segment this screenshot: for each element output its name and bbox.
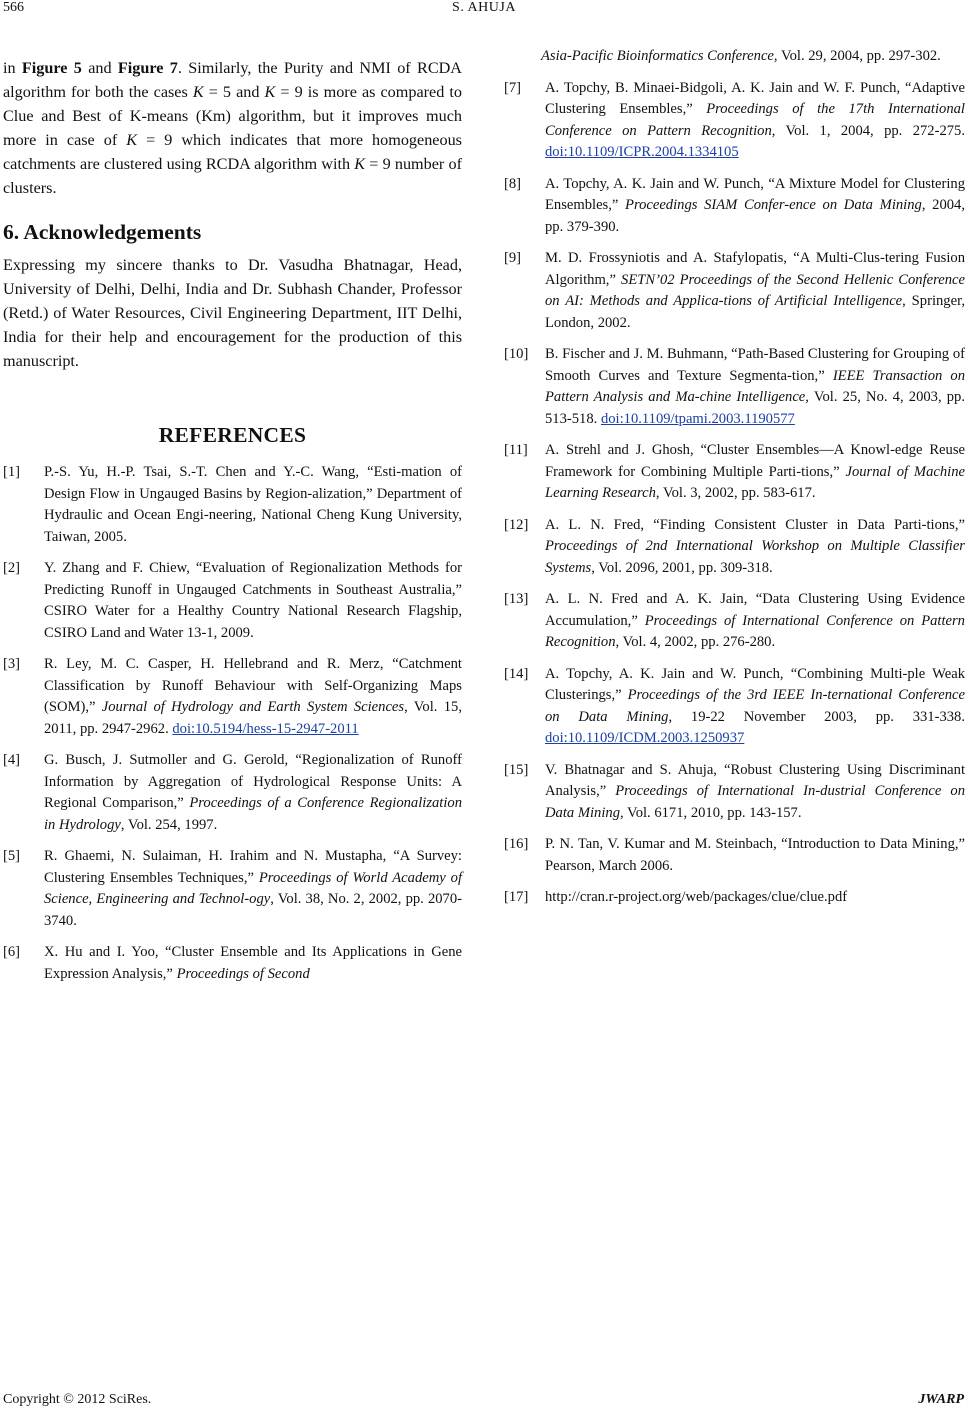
section-heading: 6. Acknowledgements (3, 220, 202, 244)
reference-number: [4] (3, 752, 21, 768)
reference-text: V. Bhatnagar and S. Ahuja, “Robust Clustering Using Discriminant Analysis,” Proceedings of International In-dustrial Conference on Data Mining, Vol. 6171, 2010, pp. 143-157. (545, 761, 965, 821)
reference-item (3, 846, 462, 932)
doi-link[interactable]: doi:10.1109/tpami.2003.1190577 (600, 410, 795, 427)
reference-list (504, 78, 965, 909)
reference-item (504, 78, 965, 164)
left-column (3, 56, 462, 995)
reference-text: A. Topchy, A. K. Jain and W. Punch, “A Mixture Model for Clustering Ensembles,” Proceedings SIAM Confer-ence on Data Mining, 2004, pp. 379-390. (545, 175, 965, 235)
reference-item (504, 760, 965, 825)
reference-text: A. L. N. Fred and A. K. Jain, “Data Clustering Using Evidence Accumulation,” Proceedings of International Conference on Pattern Recognition, Vol. 4, 2002, pp. 276-280. (545, 591, 965, 650)
reference-text: http://cran.r-project.org/web/packages/clue/clue.pdf (545, 889, 848, 905)
reference-item (3, 942, 462, 985)
running-head: S. AHUJA (452, 0, 516, 15)
copyright: Copyright © 2012 SciRes. (3, 1392, 152, 1407)
reference-text: R. Ghaemi, N. Sulaiman, H. Irahim and N. Mustapha, “A Survey: Clustering Ensembles Techniques,” Proceedings of World Academy of Science, Engineering and Technol-ogy, Vol. 38, No. 2, 2002, pp. 2070-3740. (44, 848, 463, 929)
reference-number: [12] (504, 516, 529, 533)
reference-text: A. Topchy, A. K. Jain and W. Punch, “Combining Multi-ple Weak Clusterings,” Proceedings of the 3rd IEEE In-ternational Conference on Data Mining, 19-22 November 2003, pp. 331-338. doi:10.1109/ICDM.2003.1250937 (545, 665, 965, 746)
reference-item (3, 558, 462, 644)
doi-link[interactable]: doi:10.1109/ICDM.2003.1250937 (545, 730, 745, 746)
reference-item (3, 750, 462, 836)
reference-number: [13] (504, 591, 529, 607)
reference-number: [7] (504, 79, 522, 96)
reference-item (504, 515, 965, 580)
reference-text: X. Hu and I. Yoo, “Cluster Ensemble and Its Applications in Gene Expression Analysis,” Proceedings of Second (44, 944, 462, 982)
reference-item (504, 589, 965, 654)
reference-item (504, 174, 965, 239)
reference-text: A. Topchy, B. Minaei-Bidgoli, A. K. Jain and W. F. Punch, “Adaptive Clustering Ensembles,” Proceedings of the 17th International Conference on Pattern Recognition, Vol. 1, 2004, pp. 272-275. doi:10.1109/ICPR.2004.1334105 (545, 79, 965, 160)
reference-number: [3] (3, 656, 21, 672)
reference-number: [17] (504, 889, 529, 905)
figure-ref[interactable]: Figure 7 (117, 59, 178, 77)
reference-item (504, 834, 965, 877)
reference-text: M. D. Frossyniotis and A. Stafylopatis, “A Multi-Clus-tering Fusion Algorithm,” SETN’02 Proceedings of the Second Hellenic Conference on AI: Methods and Applica-tions of Artificial Intelligence, Springer, London, 2002. (545, 250, 966, 331)
reference-text: B. Fischer and J. M. Buhmann, “Path-Based Clustering for Grouping of Smooth Curves and Texture Segmenta-tion,” IEEE Transaction on Pattern Analysis and Ma-chine Intelligence, Vol. 25, No. 4, 2003, pp. 513-518. doi:10.1109/tpami.2003.1190577 (545, 346, 966, 427)
references-title: REFERENCES (158, 423, 307, 447)
reference-number: [8] (504, 175, 522, 192)
reference-number: [11] (504, 442, 528, 458)
reference-number: [1] (3, 464, 21, 480)
reference-text: A. Strehl and J. Ghosh, “Cluster Ensembles—A Knowl-edge Reuse Framework for Combining Multiple Parti-tions,” Journal of Machine Learning Research, Vol. 3, 2002, pp. 583-617. (545, 442, 965, 501)
reference-text: G. Busch, J. Sutmoller and G. Gerold, “Regionalization of Runoff Information by Aggregation of Hydrological Response Units: A Regional Comparison,” Proceedings of a Conference Regionalization in Hydrology, Vol. 254, 1997. (44, 752, 462, 833)
reference-number: [14] (504, 665, 529, 682)
reference-item (504, 248, 965, 334)
right-column (504, 46, 965, 919)
reference-number: [6] (3, 944, 21, 960)
reference-text: A. L. N. Fred, “Finding Consistent Cluster in Data Parti-tions,” Proceedings of 2nd International Workshop on Multiple Classifier Systems, Vol. 2096, 2001, pp. 309-318. (545, 516, 965, 576)
reference-number: [5] (3, 848, 21, 864)
reference-number: [15] (504, 761, 529, 778)
reference-continuation: Asia-Pacific Bioinformatics Conference, Vol. 29, 2004, pp. 297-302. (541, 48, 941, 64)
reference-text: P.-S. Yu, H.-P. Tsai, S.-T. Chen and Y.-C. Wang, “Esti-mation of Design Flow in Ungauged Basins by Region-alization,” Department of Hydraulic and Ocean Engi-neering, National Cheng Kung University, Taiwan, 2005. (44, 464, 462, 545)
reference-number: [9] (504, 250, 522, 266)
page-number: 566 (3, 0, 24, 15)
reference-list (3, 462, 462, 985)
reference-text: P. N. Tan, V. Kumar and M. Steinbach, “Introduction to Data Mining,” Pearson, March 2006. (545, 836, 965, 874)
reference-number: [10] (504, 346, 529, 362)
reference-item (504, 664, 965, 750)
reference-item (504, 440, 965, 505)
reference-item (3, 654, 462, 740)
doi-link[interactable]: doi:10.5194/hess-15-2947-2011 (172, 720, 359, 737)
journal-name: JWARP (918, 1392, 964, 1407)
reference-number: [2] (3, 560, 21, 576)
acknowledgements-text: Expressing my sincere thanks to Dr. Vasudha Bhatnagar, Head, University of Delhi, Delhi, India and Dr. Subhash Chander, Professor (Retd.) of Water Resources, Civil Engineering Department, IIT Delhi, India for their help and encouragement for the production of this manuscript. (3, 256, 462, 370)
reference-text: Y. Zhang and F. Chiew, “Evaluation of Regionalization Methods for Predicting Runoff in Ungauged Catchments in Southeast Australia,” CSIRO Water for a Healthy Country National Research Flagship, CSIRO Land and Water 13-1, 2009. (44, 560, 462, 641)
figure-ref[interactable]: Figure 5 (21, 59, 82, 77)
reference-item (504, 344, 965, 430)
reference-text: R. Ley, M. C. Casper, H. Hellebrand and R. Merz, “Catchment Classification by Runoff Behaviour with Self-Organizing Maps (SOM),” Journal of Hydrology and Earth System Sciences, Vol. 15, 2011, pp. 2947-2962. doi:10.5194/hess-15-2947-2011 (44, 656, 462, 737)
doi-link[interactable]: doi:10.1109/ICPR.2004.1334105 (545, 144, 739, 160)
reference-number: [16] (504, 836, 529, 852)
reference-item (504, 887, 965, 909)
reference-item (3, 462, 462, 548)
intro-paragraph: in Figure 5 and Figure 7. Similarly, the Purity and NMI of RCDA algorithm for both the cases K = 5 and K = 9 is more as compared to Clue and Best of K-means (Km) algorithm, but it improves much more in case of K = 9 which indicates that more homogeneous catchments are clustered using RCDA algorithm with K = 9 number of clusters. (3, 59, 462, 197)
